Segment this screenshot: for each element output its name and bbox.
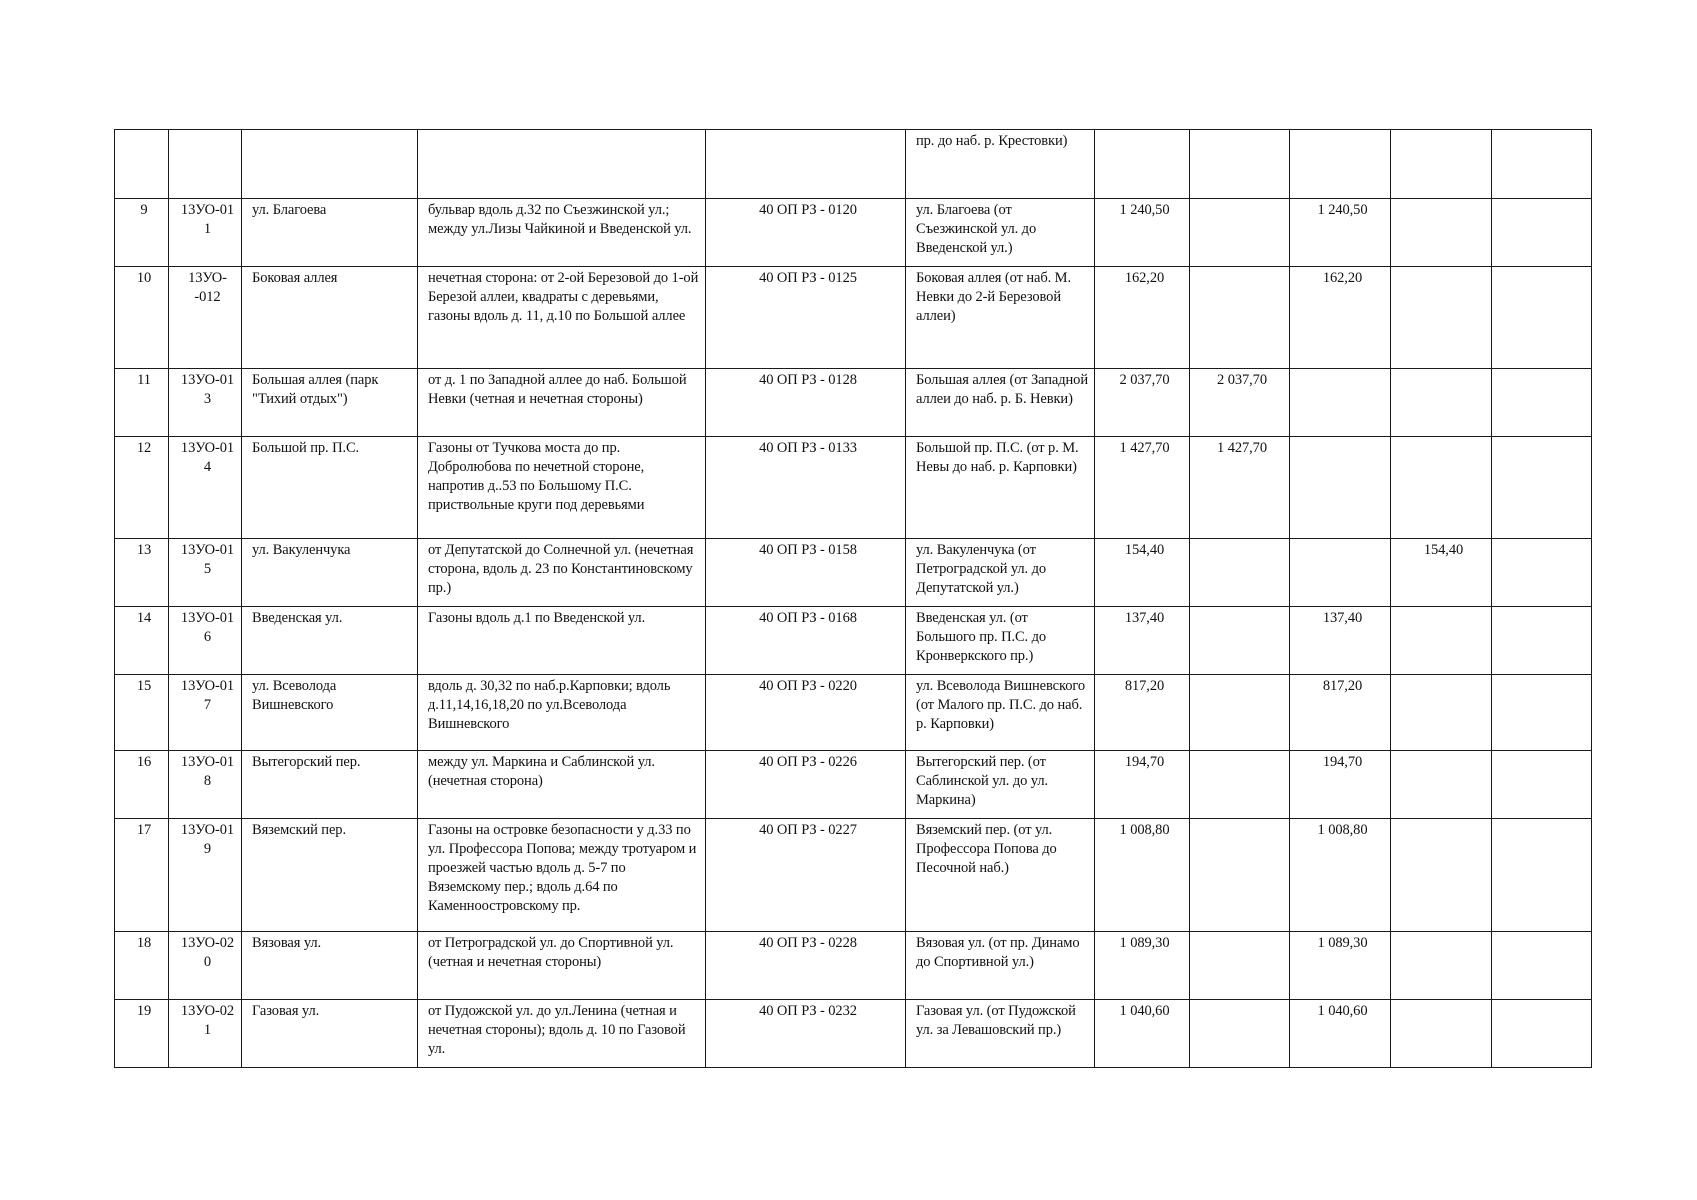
cell-area-total: 1 089,30	[1095, 932, 1190, 1000]
table-row	[115, 539, 1592, 607]
cell-area-total: 162,20	[1095, 267, 1190, 369]
cell-area-total: 1 240,50	[1095, 199, 1190, 267]
cell-area-c	[1391, 130, 1492, 199]
cell-area-c	[1391, 819, 1492, 932]
table-row	[115, 675, 1592, 751]
cell-area-a	[1190, 1000, 1290, 1068]
cell-code: 13УО--012	[169, 267, 242, 369]
cell-area-c: 154,40	[1391, 539, 1492, 607]
cell-area-total: 1 427,70	[1095, 437, 1190, 539]
cell-area-a	[1190, 932, 1290, 1000]
cell-road-id: 40 ОП РЗ - 0228	[706, 932, 906, 1000]
cell-area-b: 1 240,50	[1290, 199, 1391, 267]
cell-area-d	[1492, 819, 1592, 932]
cell-area-total: 817,20	[1095, 675, 1190, 751]
cell-street	[242, 130, 418, 199]
cell-area-b: 137,40	[1290, 607, 1391, 675]
table-row	[115, 1000, 1592, 1068]
cell-num: 19	[115, 1000, 169, 1068]
cell-road-desc: Вязовая ул. (от пр. Динамо до Спортивной ул.)	[906, 932, 1095, 1000]
cell-num: 13	[115, 539, 169, 607]
cell-area-b: 1 040,60	[1290, 1000, 1391, 1068]
greenery-registry-table	[114, 129, 1592, 1068]
cell-street: Вытегорский пер.	[242, 751, 418, 819]
cell-road-id: 40 ОП РЗ - 0128	[706, 369, 906, 437]
table-row	[115, 751, 1592, 819]
cell-street: Вяземский пер.	[242, 819, 418, 932]
cell-area-a	[1190, 675, 1290, 751]
cell-location	[418, 130, 706, 199]
table-row	[115, 130, 1592, 199]
cell-area-c	[1391, 675, 1492, 751]
cell-area-d	[1492, 437, 1592, 539]
cell-street: Боковая аллея	[242, 267, 418, 369]
cell-area-c	[1391, 751, 1492, 819]
cell-road-desc: Вытегорский пер. (от Саблинской ул. до ул. Маркина)	[906, 751, 1095, 819]
cell-street: ул. Всеволода Вишневского	[242, 675, 418, 751]
cell-area-b	[1290, 437, 1391, 539]
cell-num: 16	[115, 751, 169, 819]
cell-road-id	[706, 130, 906, 199]
cell-code: 13УО-014	[169, 437, 242, 539]
cell-area-d	[1492, 199, 1592, 267]
cell-area-c	[1391, 1000, 1492, 1068]
cell-road-id: 40 ОП РЗ - 0168	[706, 607, 906, 675]
cell-area-a	[1190, 751, 1290, 819]
cell-area-d	[1492, 130, 1592, 199]
cell-code: 13УО-015	[169, 539, 242, 607]
cell-area-a	[1190, 130, 1290, 199]
cell-road-desc: Вяземский пер. (от ул. Профессора Попова до Песочной наб.)	[906, 819, 1095, 932]
cell-code: 13УО-017	[169, 675, 242, 751]
cell-num: 17	[115, 819, 169, 932]
table-row	[115, 437, 1592, 539]
cell-location: от Петроградской ул. до Спортивной ул.(четная и нечетная стороны)	[418, 932, 706, 1000]
cell-area-b	[1290, 369, 1391, 437]
cell-num: 14	[115, 607, 169, 675]
cell-location: бульвар вдоль д.32 по Съезжинской ул.; между ул.Лизы Чайкиной и Введенской ул.	[418, 199, 706, 267]
cell-road-id: 40 ОП РЗ - 0158	[706, 539, 906, 607]
cell-area-b: 194,70	[1290, 751, 1391, 819]
cell-area-a: 1 427,70	[1190, 437, 1290, 539]
table-row	[115, 267, 1592, 369]
cell-location: Газоны на островке безопасности у д.33 по ул. Профессора Попова; между тротуаром и проезжей частью вдоль д. 5-7 по Вяземскому пер.; вдоль д.64 по Каменноостровскому пр.	[418, 819, 706, 932]
cell-road-desc: ул. Всеволода Вишневского (от Малого пр. П.С. до наб. р. Карповки)	[906, 675, 1095, 751]
cell-area-d	[1492, 369, 1592, 437]
cell-street: Введенская ул.	[242, 607, 418, 675]
cell-area-d	[1492, 607, 1592, 675]
cell-area-total: 1 008,80	[1095, 819, 1190, 932]
cell-area-d	[1492, 1000, 1592, 1068]
cell-area-a	[1190, 267, 1290, 369]
cell-road-id: 40 ОП РЗ - 0220	[706, 675, 906, 751]
cell-location: вдоль д. 30,32 по наб.р.Карповки; вдоль д.11,14,16,18,20 по ул.Всеволода Вишневского	[418, 675, 706, 751]
cell-road-desc: Большой пр. П.С. (от р. М. Невы до наб. р. Карповки)	[906, 437, 1095, 539]
cell-area-d	[1492, 751, 1592, 819]
cell-street: ул. Благоева	[242, 199, 418, 267]
cell-area-c	[1391, 267, 1492, 369]
cell-num: 15	[115, 675, 169, 751]
cell-road-id: 40 ОП РЗ - 0125	[706, 267, 906, 369]
cell-street: Большой пр. П.С.	[242, 437, 418, 539]
cell-location: нечетная сторона: от 2-ой Березовой до 1-ой Березой аллеи, квадраты с деревьями, газоны вдоль д. 11, д.10 по Большой аллее	[418, 267, 706, 369]
cell-area-c	[1391, 199, 1492, 267]
cell-code: 13УО-019	[169, 819, 242, 932]
cell-num: 11	[115, 369, 169, 437]
cell-road-desc: пр. до наб. р. Крестовки)	[906, 130, 1095, 199]
cell-area-c	[1391, 369, 1492, 437]
cell-road-desc: Боковая аллея (от наб. М. Невки до 2-й Березовой аллеи)	[906, 267, 1095, 369]
cell-area-d	[1492, 539, 1592, 607]
cell-area-a	[1190, 199, 1290, 267]
cell-area-b: 817,20	[1290, 675, 1391, 751]
cell-area-total: 137,40	[1095, 607, 1190, 675]
cell-street: Большая аллея (парк "Тихий отдых")	[242, 369, 418, 437]
cell-location: Газоны от Тучкова моста до пр. Добролюбова по нечетной стороне, напротив д..53 по Большому П.С. приствольные круги под деревьями	[418, 437, 706, 539]
cell-location: от Депутатской до Солнечной ул. (нечетная сторона, вдоль д. 23 по Константиновскому пр.)	[418, 539, 706, 607]
cell-area-a: 2 037,70	[1190, 369, 1290, 437]
cell-area-total: 1 040,60	[1095, 1000, 1190, 1068]
table-row	[115, 199, 1592, 267]
cell-num: 18	[115, 932, 169, 1000]
cell-code: 13УО-018	[169, 751, 242, 819]
cell-area-d	[1492, 267, 1592, 369]
cell-area-b	[1290, 130, 1391, 199]
table-row	[115, 819, 1592, 932]
cell-code	[169, 130, 242, 199]
cell-area-total: 2 037,70	[1095, 369, 1190, 437]
cell-road-id: 40 ОП РЗ - 0232	[706, 1000, 906, 1068]
cell-area-d	[1492, 932, 1592, 1000]
table-row	[115, 369, 1592, 437]
cell-area-b: 162,20	[1290, 267, 1391, 369]
cell-area-a	[1190, 607, 1290, 675]
cell-road-desc: ул. Благоева (от Съезжинской ул. до Введенской ул.)	[906, 199, 1095, 267]
table-row	[115, 607, 1592, 675]
cell-area-a	[1190, 819, 1290, 932]
cell-road-desc: Большая аллея (от Западной аллеи до наб. р. Б. Невки)	[906, 369, 1095, 437]
cell-area-b	[1290, 539, 1391, 607]
cell-area-c	[1391, 932, 1492, 1000]
cell-road-id: 40 ОП РЗ - 0226	[706, 751, 906, 819]
cell-code: 13УО-021	[169, 1000, 242, 1068]
cell-num: 10	[115, 267, 169, 369]
cell-area-total: 194,70	[1095, 751, 1190, 819]
cell-code: 13УО-013	[169, 369, 242, 437]
cell-code: 13УО-020	[169, 932, 242, 1000]
cell-code: 13УО-011	[169, 199, 242, 267]
cell-location: от д. 1 по Западной аллее до наб. Большой Невки (четная и нечетная стороны)	[418, 369, 706, 437]
cell-location: между ул. Маркина и Саблинской ул. (нечетная сторона)	[418, 751, 706, 819]
cell-area-b: 1 089,30	[1290, 932, 1391, 1000]
cell-street: Газовая ул.	[242, 1000, 418, 1068]
cell-area-total: 154,40	[1095, 539, 1190, 607]
cell-road-desc: ул. Вакуленчука (от Петроградской ул. до Депутатской ул.)	[906, 539, 1095, 607]
cell-road-id: 40 ОП РЗ - 0120	[706, 199, 906, 267]
cell-area-d	[1492, 675, 1592, 751]
cell-area-a	[1190, 539, 1290, 607]
cell-area-total	[1095, 130, 1190, 199]
cell-street: Вязовая ул.	[242, 932, 418, 1000]
cell-road-id: 40 ОП РЗ - 0227	[706, 819, 906, 932]
cell-area-b: 1 008,80	[1290, 819, 1391, 932]
cell-num: 9	[115, 199, 169, 267]
cell-road-desc: Газовая ул. (от Пудожской ул. за Левашовский пр.)	[906, 1000, 1095, 1068]
cell-road-desc: Введенская ул. (от Большого пр. П.С. до Кронверкского пр.)	[906, 607, 1095, 675]
cell-area-c	[1391, 437, 1492, 539]
cell-num: 12	[115, 437, 169, 539]
cell-area-c	[1391, 607, 1492, 675]
cell-num	[115, 130, 169, 199]
cell-street: ул. Вакуленчука	[242, 539, 418, 607]
cell-code: 13УО-016	[169, 607, 242, 675]
table-row	[115, 932, 1592, 1000]
cell-location: Газоны вдоль д.1 по Введенской ул.	[418, 607, 706, 675]
cell-road-id: 40 ОП РЗ - 0133	[706, 437, 906, 539]
cell-location: от Пудожской ул. до ул.Ленина (четная и нечетная стороны); вдоль д. 10 по Газовой ул.	[418, 1000, 706, 1068]
